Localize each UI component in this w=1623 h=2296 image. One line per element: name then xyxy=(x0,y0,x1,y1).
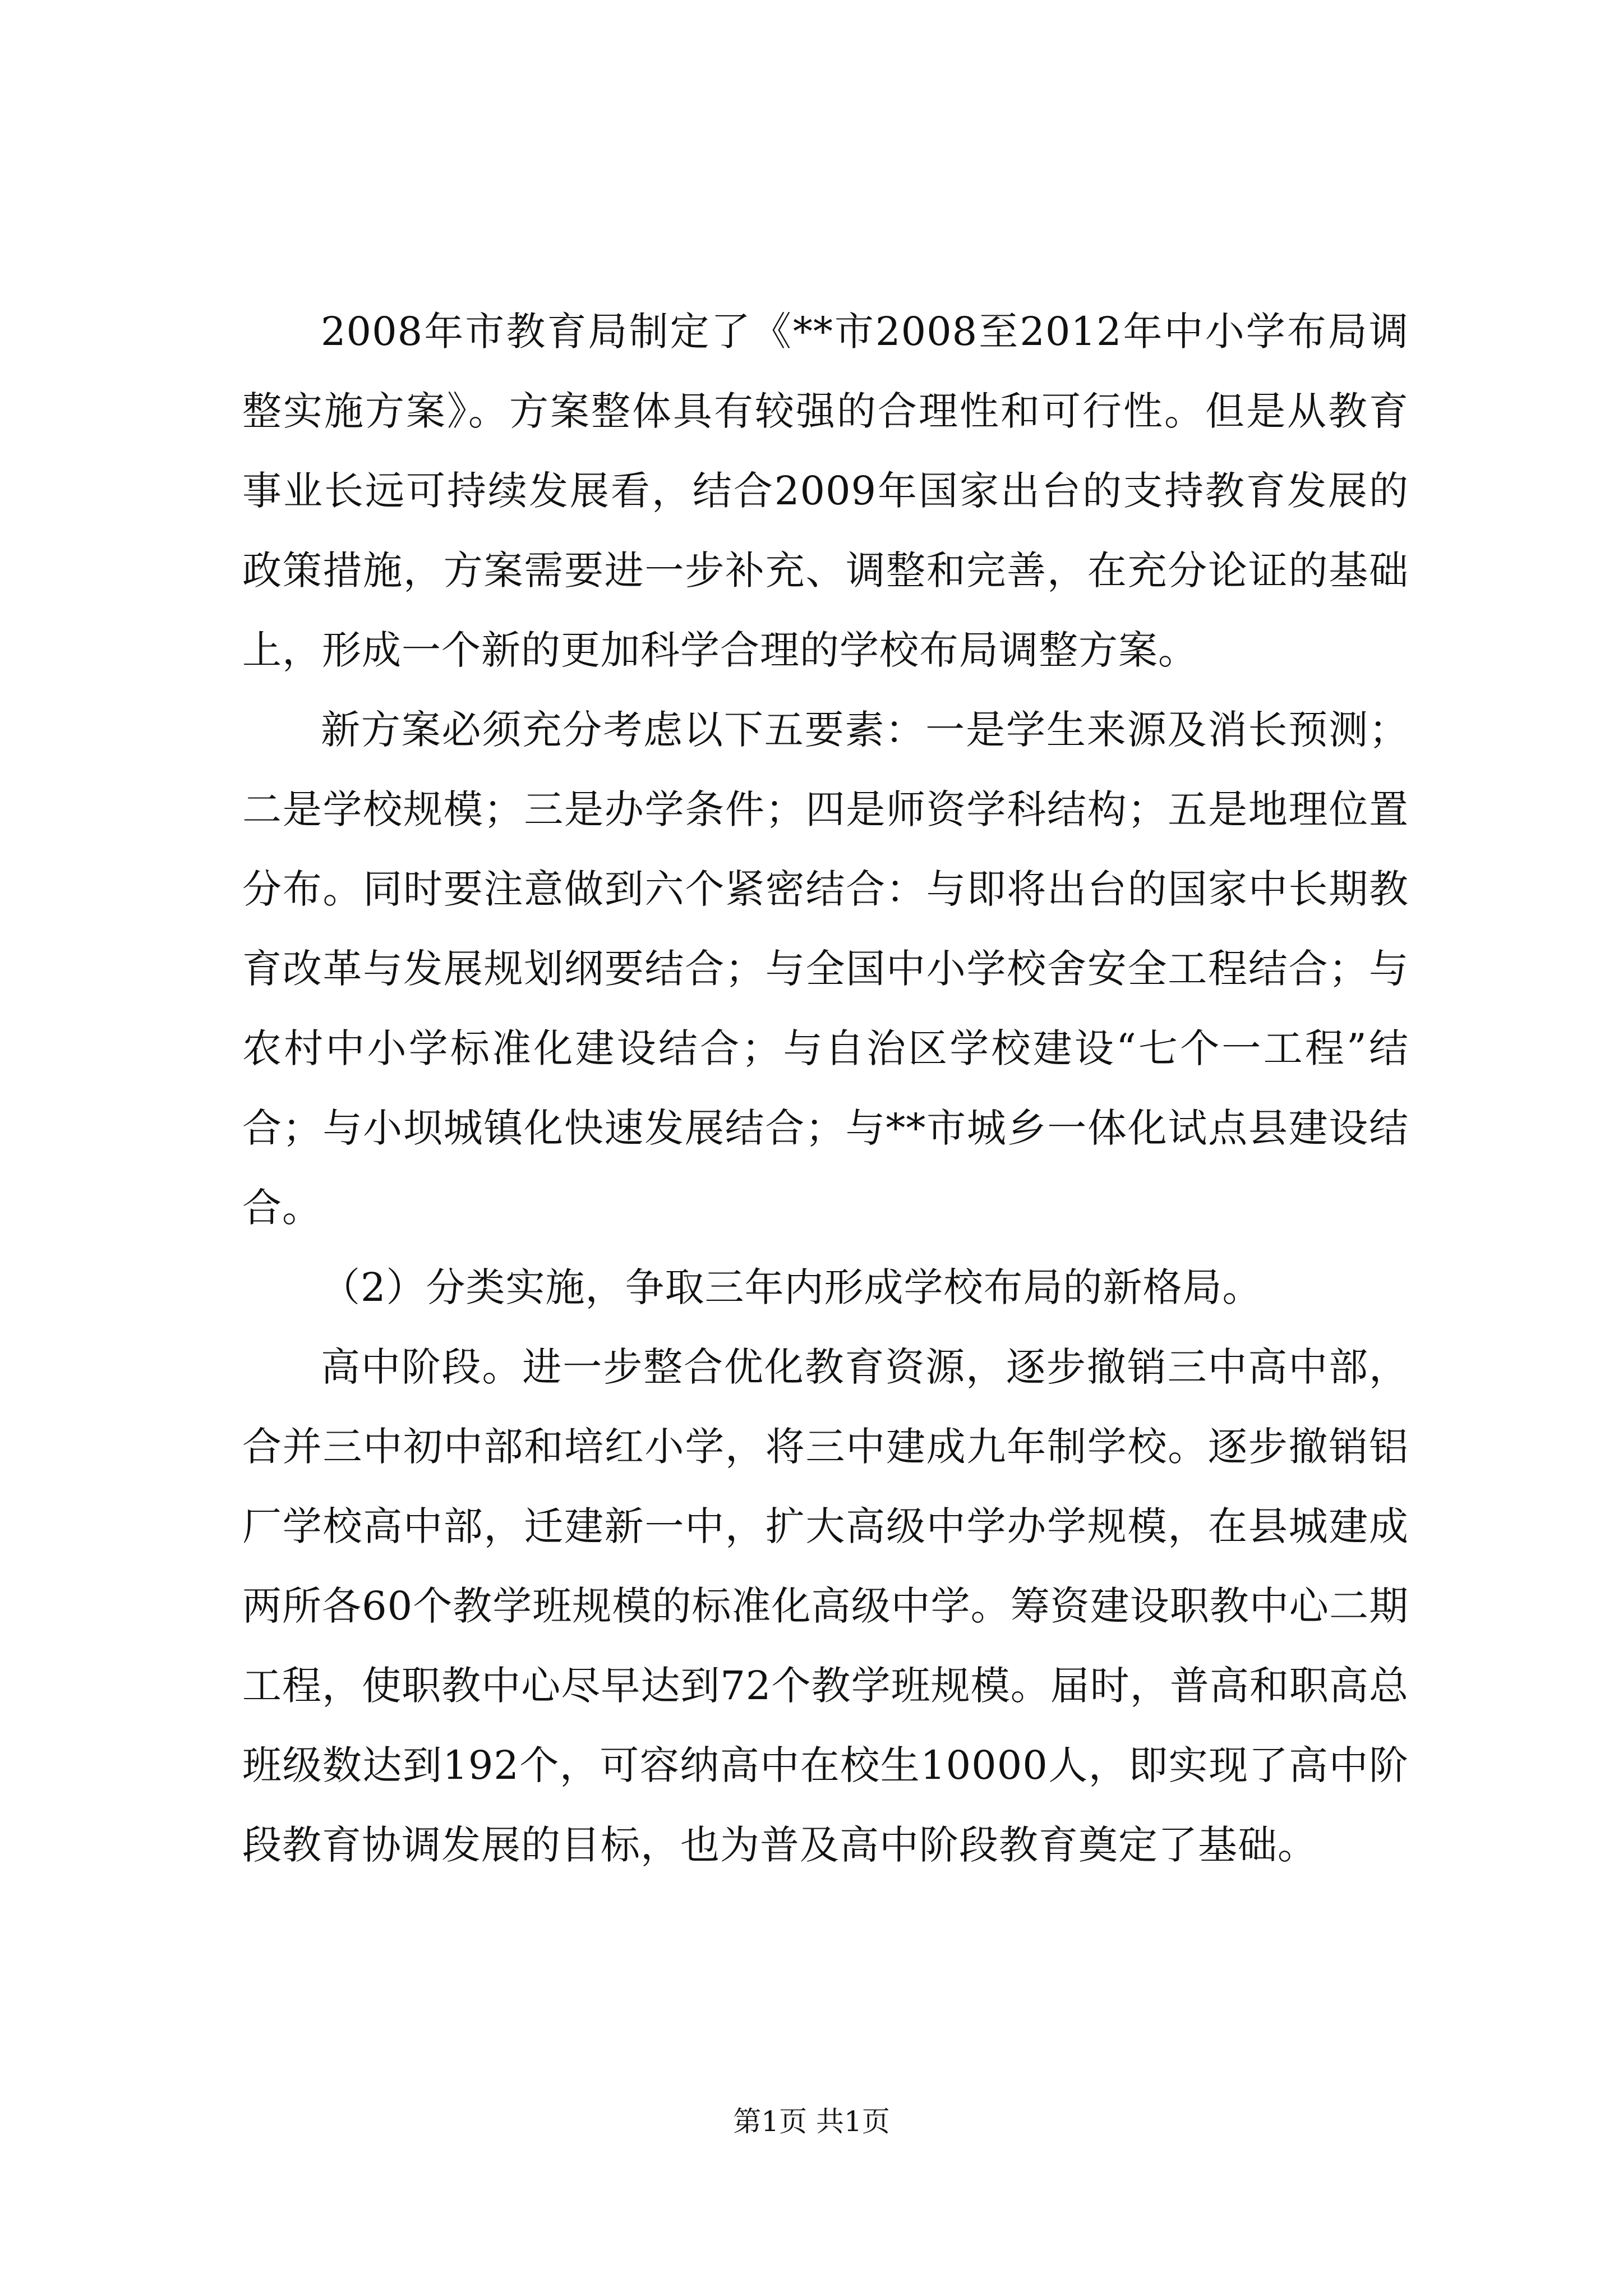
paragraph-4: 高中阶段。进一步整合优化教育资源，逐步撤销三中高中部，合并三中初中部和培红小学，将三中建成九年制学校。逐步撤销铝厂学校高中部，迁建新一中，扩大高级中学办学规模，在县城建成两所各60个教学班规模的标准化高级中学。筹资建设职教中心二期工程，使职教中心尽早达到72个教学班规模。届时，普高和职高总班级数达到192个，可容纳高中在校生10000人，即实现了高中阶段教育协调发展的目标，也为普及高中阶段教育奠定了基础。 xyxy=(242,1344,1409,1868)
paragraph-3: （2）分类实施，争取三年内形成学校布局的新格局。 xyxy=(321,1264,1262,1310)
paragraph-1: 2008年市教育局制定了《**市2008至2012年中小学布局调整实施方案》。方案整体具有较强的合理性和可行性。但是从教育事业长远可持续发展看，结合2009年国家出台的支持教育发展的政策措施，方案需要进一步补充、调整和完善，在充分论证的基础上，形成一个新的更加科学合理的学校布局调整方案。 xyxy=(242,309,1409,673)
document-body xyxy=(242,292,1409,1885)
paragraph-2: 新方案必须充分考虑以下五要素：一是学生来源及消长预测；二是学校规模；三是办学条件；四是师资学科结构；五是地理位置分布。同时要注意做到六个紧密结合：与即将出台的国家中长期教育改革与发展规划纲要结合；与全国中小学校舍安全工程结合；与农村中小学标准化建设结合；与自治区学校建设“七个一工程”结合；与小坝城镇化快速发展结合；与**市城乡一体化试点县建设结合。 xyxy=(242,707,1409,1231)
page-footer: 第1页 共1页 xyxy=(733,2105,890,2138)
